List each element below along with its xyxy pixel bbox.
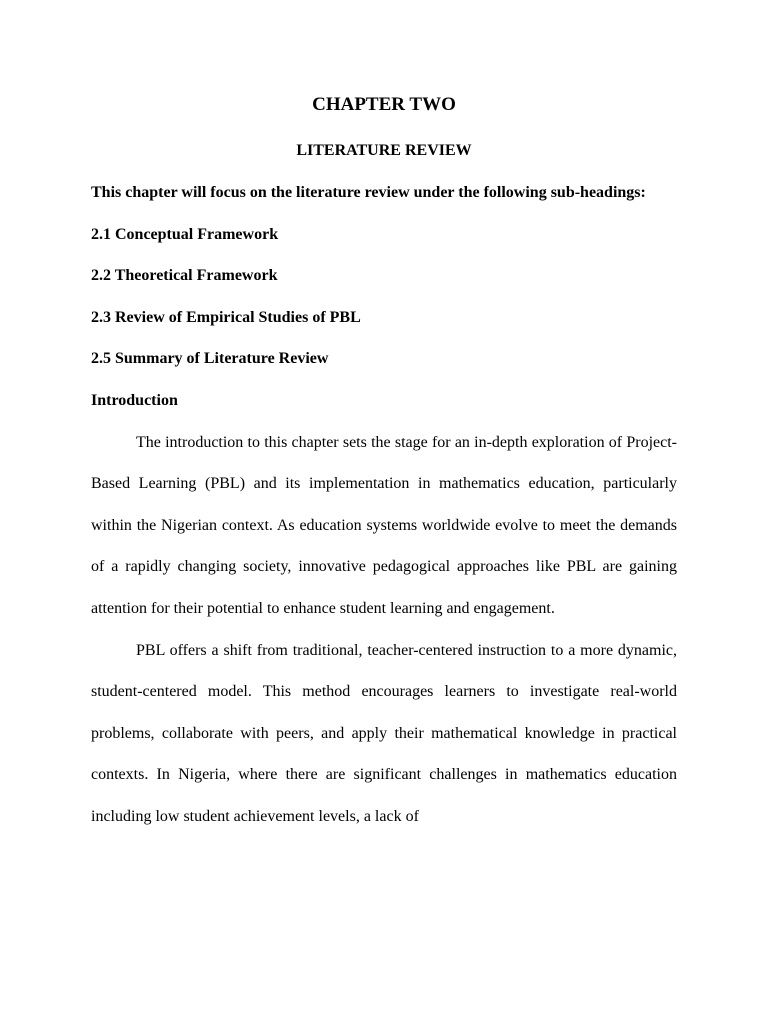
subheading-conceptual-framework: 2.1 Conceptual Framework (91, 225, 279, 243)
intro-statement: This chapter will focus on the literature review under the following sub-headings: (91, 184, 646, 201)
paragraph-2: PBL offers a shift from traditional, teacher-centered instruction to a more dynamic, student-centered model. This method encourages learners to investigate real-world problems, collaborate with peers, and apply their mathematical knowledge in practical contexts. In Nigeria, where there are significant challenges in mathematics education including low student achievement levels, a lack of (91, 641, 677, 825)
subheading-empirical-studies: 2.3 Review of Empirical Studies of PBL (91, 308, 361, 326)
introduction-heading: Introduction (91, 391, 178, 409)
subheading-theoretical-framework: 2.2 Theoretical Framework (91, 267, 278, 285)
chapter-title: CHAPTER TWO (312, 94, 456, 115)
paragraph-1: The introduction to this chapter sets the stage for an in-depth exploration of Project-Based Learning (PBL) and its implementation in mathematics education, particularly within the Nigerian context. As education systems worldwide evolve to meet the demands of a rapidly changing society, innovative pedagogical approaches like PBL are gaining attention for their potential to enhance student learning and engagement. (91, 433, 677, 617)
document-body (91, 172, 677, 838)
section-title: LITERATURE REVIEW (296, 142, 472, 159)
subheading-summary: 2.5 Summary of Literature Review (91, 350, 329, 368)
